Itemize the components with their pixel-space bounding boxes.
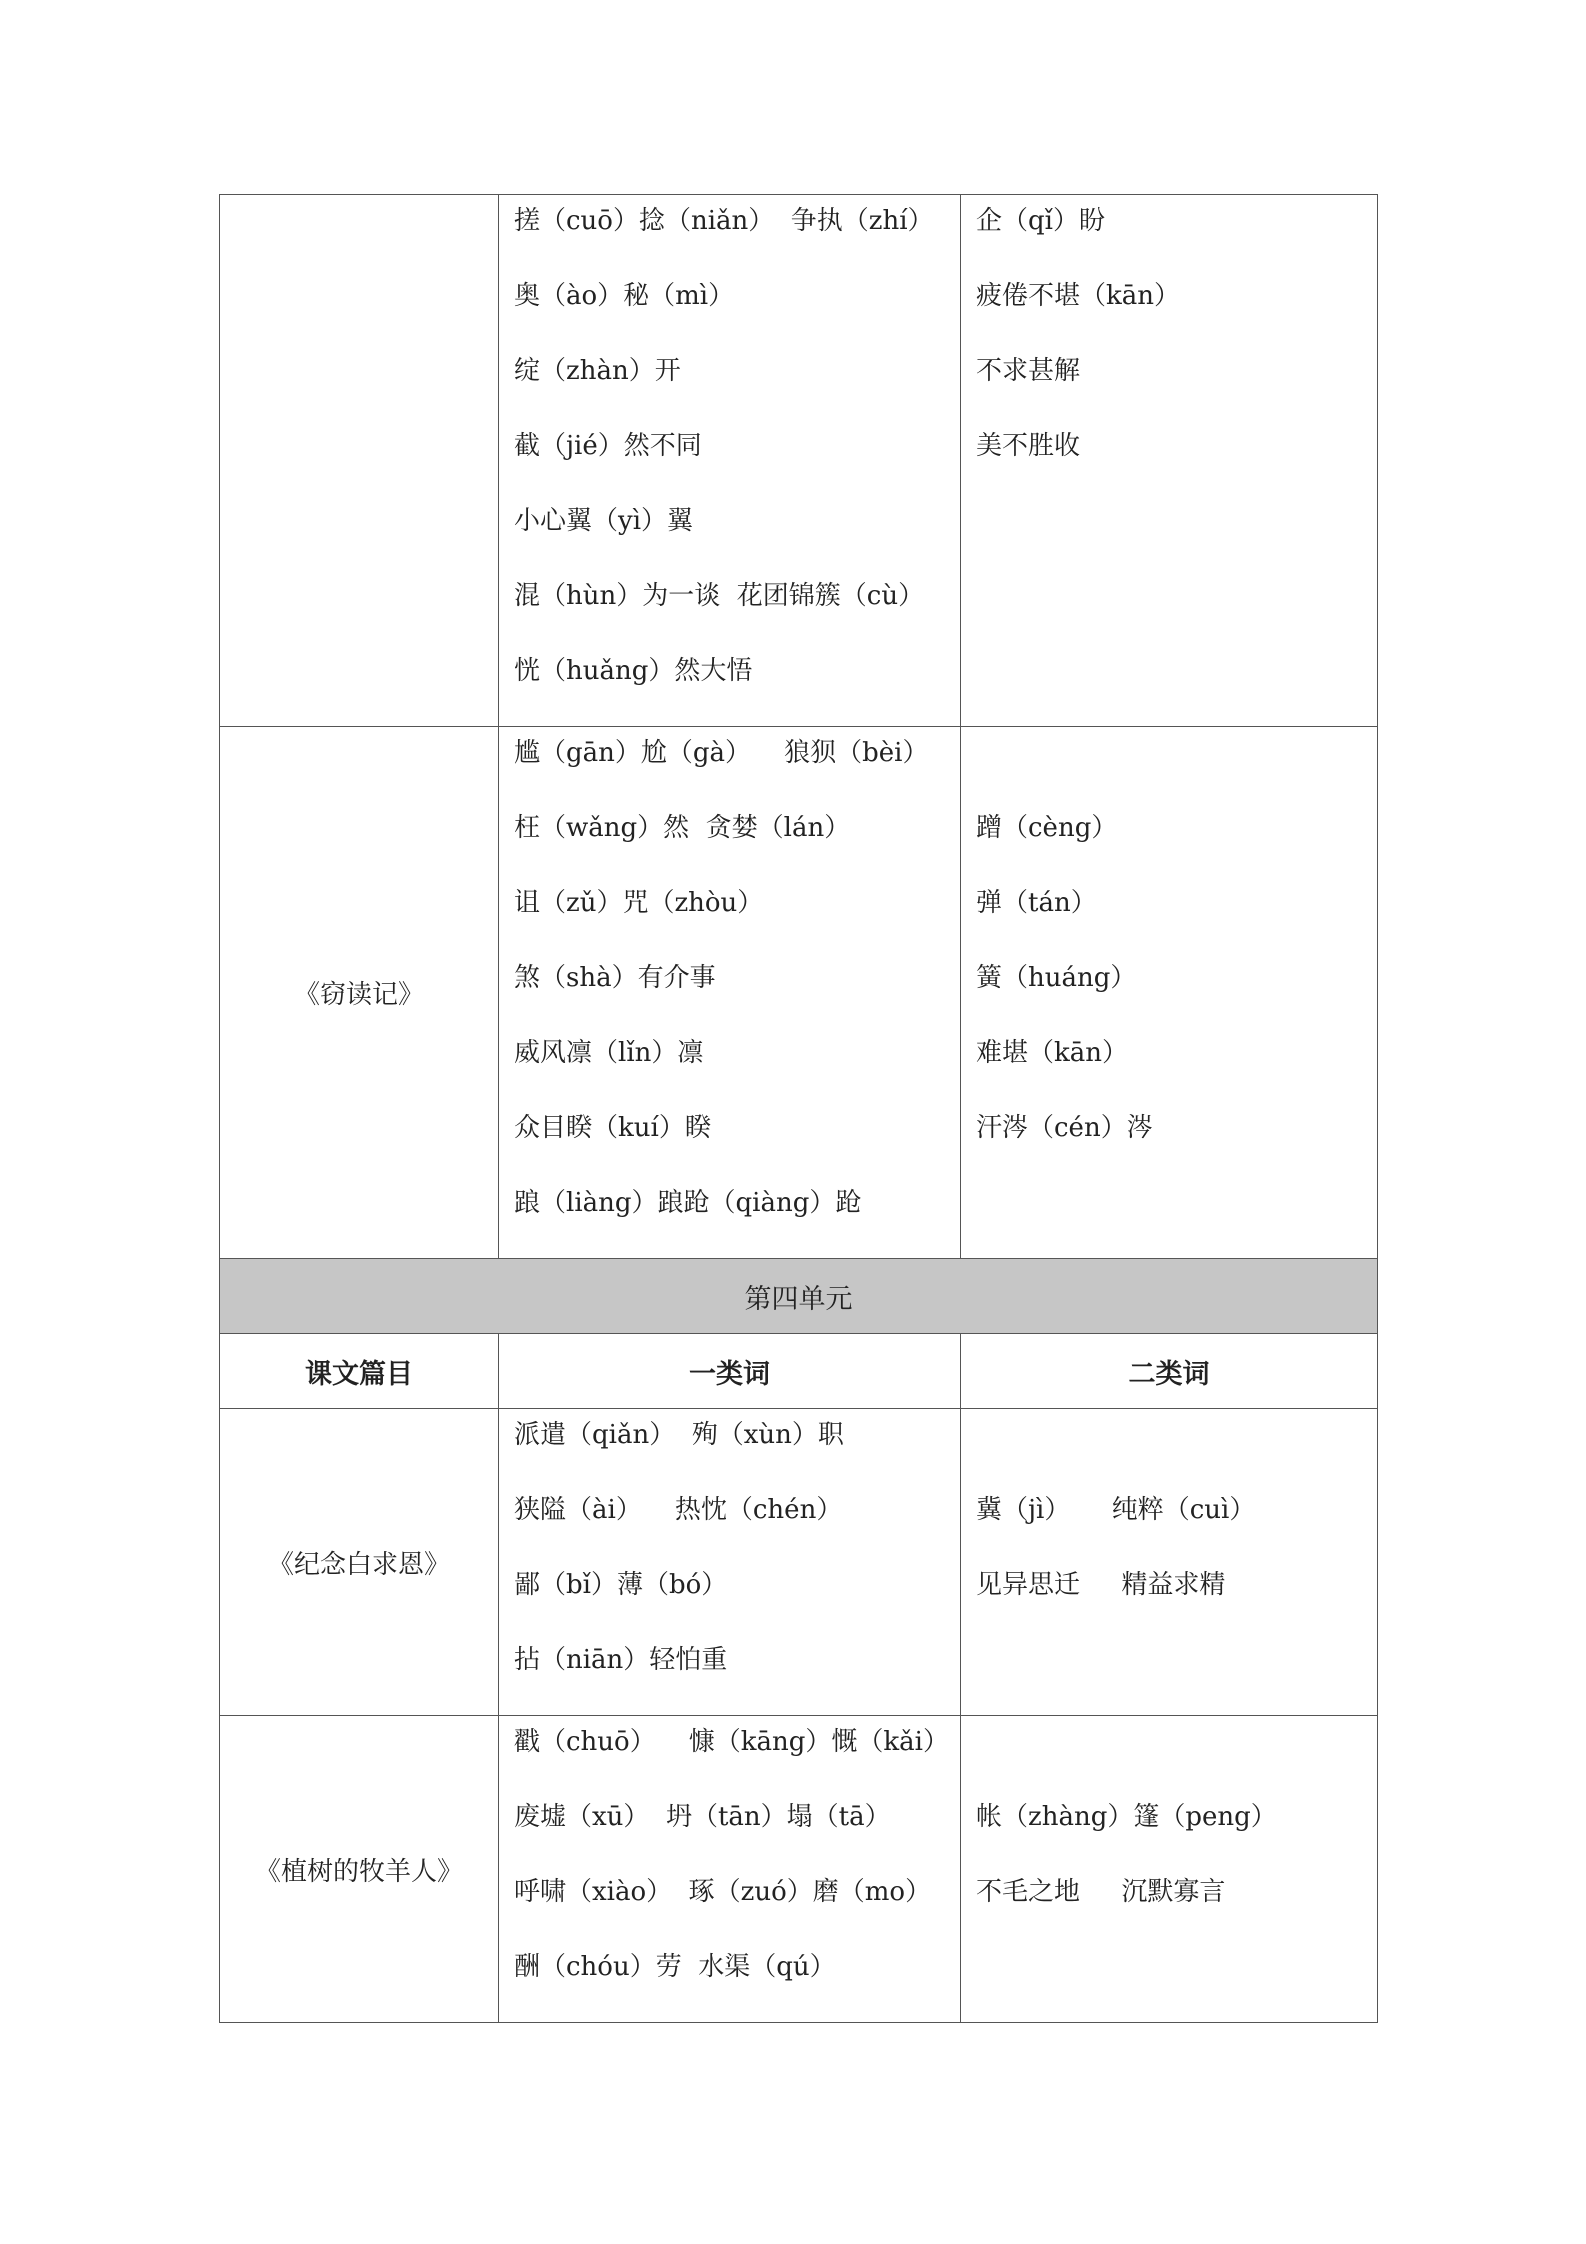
table-row <box>220 727 1378 1259</box>
word-line: 见异思迁 精益求精 <box>976 1570 1226 1600</box>
word-line: 冀（jì） 纯粹（cuì） <box>976 1495 1256 1525</box>
word-line: 狭隘（ài） 热忱（chén） <box>514 1495 843 1525</box>
word-line: 不毛之地 沉默寡言 <box>976 1877 1226 1907</box>
header-second-class: 二类词 <box>961 1334 1378 1409</box>
word-line: 不求甚解 <box>976 356 1081 386</box>
word-line: 搓（cuō）捻（niǎn） 争执（zhí） <box>514 206 934 236</box>
first-class-words <box>499 1716 961 2023</box>
table-row <box>220 1409 1378 1716</box>
word-line: 尴（gān）尬（gà） 狼狈（bèi） <box>514 738 929 768</box>
word-line: 簧（huáng） <box>976 963 1137 993</box>
word-line: 威风凛（lǐn）凛 <box>514 1038 704 1068</box>
word-line <box>976 1415 1377 1490</box>
word-line: 呼啸（xiào） 琢（zuó）磨（mo） <box>514 1877 932 1907</box>
vocabulary-table <box>219 194 1378 2023</box>
word-line <box>976 1722 1377 1797</box>
lesson-title: 《植树的牧羊人》 <box>220 1716 499 2023</box>
table-row <box>220 1716 1378 2023</box>
word-line: 蹭（cèng） <box>976 813 1118 843</box>
word-line: 美不胜收 <box>976 431 1081 461</box>
unit-heading-row <box>220 1259 1378 1334</box>
header-row <box>220 1334 1378 1409</box>
word-line: 鄙（bǐ）薄（bó） <box>514 1570 728 1600</box>
word-line: 拈（niān）轻怕重 <box>514 1645 728 1675</box>
second-class-words <box>961 1409 1378 1716</box>
table-row <box>220 195 1378 727</box>
lesson-title: 《窃读记》 <box>220 727 499 1259</box>
header-first-class: 一类词 <box>499 1334 961 1409</box>
first-class-words <box>499 195 961 727</box>
word-line: 难堪（kān） <box>976 1038 1129 1068</box>
word-line: 恍（huǎng）然大悟 <box>514 656 753 686</box>
word-line: 企（qǐ）盼 <box>976 206 1105 236</box>
word-line: 废墟（xū） 坍（tān）塌（tā） <box>514 1802 891 1832</box>
second-class-words <box>961 727 1378 1259</box>
word-line: 疲倦不堪（kān） <box>976 281 1181 311</box>
word-line: 弹（tán） <box>976 888 1097 918</box>
word-line: 众目睽（kuí）睽 <box>514 1113 711 1143</box>
word-line: 派遣（qiǎn） 殉（xùn）职 <box>514 1420 844 1450</box>
word-line: 枉（wǎng）然 贪婪（lán） <box>514 813 851 843</box>
first-class-words <box>499 1409 961 1716</box>
word-line: 截（jié）然不同 <box>514 431 702 461</box>
lesson-title: 《纪念白求恩》 <box>220 1409 499 1716</box>
word-line: 酬（chóu）劳 水渠（qú） <box>514 1952 836 1982</box>
first-class-words <box>499 727 961 1259</box>
second-class-words <box>961 1716 1378 2023</box>
header-lesson: 课文篇目 <box>220 1334 499 1409</box>
lesson-title <box>220 195 499 727</box>
unit-title: 第四单元 <box>220 1259 1378 1334</box>
word-line: 小心翼（yì）翼 <box>514 506 694 536</box>
word-line: 奥（ào）秘（mì） <box>514 281 735 311</box>
word-line: 混（hùn）为一谈 花团锦簇（cù） <box>514 581 925 611</box>
word-line: 帐（zhàng）篷（peng） <box>976 1802 1277 1832</box>
word-line: 戳（chuō） 慷（kāng）慨（kǎi） <box>514 1727 949 1757</box>
second-class-words <box>961 195 1378 727</box>
word-line: 汗涔（cén）涔 <box>976 1113 1153 1143</box>
word-line <box>976 733 1377 808</box>
word-line: 煞（shà）有介事 <box>514 963 716 993</box>
word-line: 诅（zǔ）咒（zhòu） <box>514 888 764 918</box>
word-line: 踉（liàng）踉跄（qiàng）跄 <box>514 1188 862 1218</box>
word-line: 绽（zhàn）开 <box>514 356 681 386</box>
